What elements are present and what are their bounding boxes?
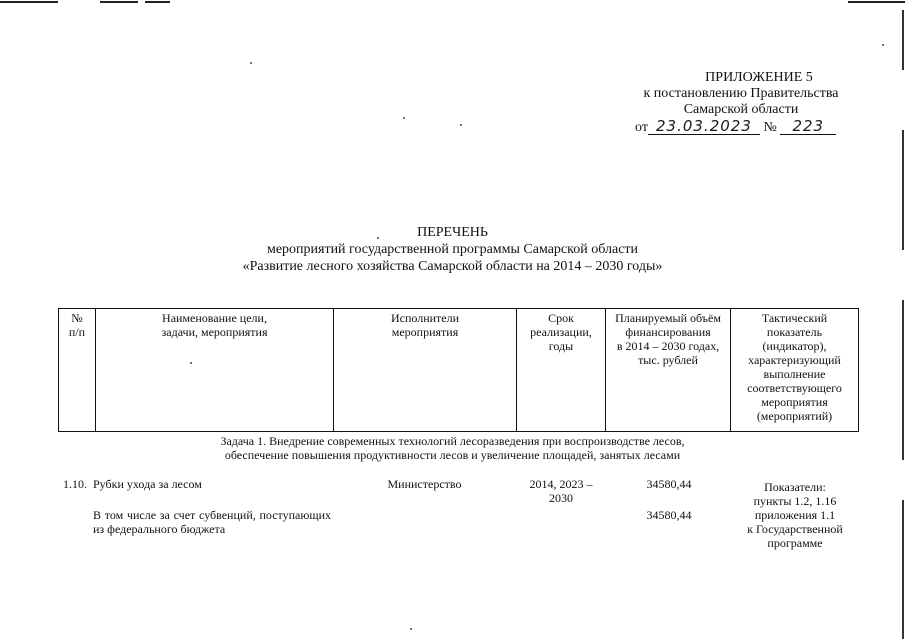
header-text: годы [548,339,574,353]
header-text: в 2014 – 2030 годах, [616,339,720,353]
row-name: Рубки ухода за лесом [93,477,202,491]
annex-header [610,70,872,136]
row-name: В том числе за счет субвенций, поступающих из федерального бюджета [93,508,331,536]
header-text: соответствующего [747,381,842,395]
title-line-1: ПЕРЕЧЕНЬ [417,225,488,240]
annex-line-1: к постановлению Правительства [643,86,839,101]
header-text: Исполнители [390,311,460,325]
handwritten-date: 23.03.2023 [648,119,760,135]
task-line-1: Задача 1. Внедрение современных технологий лесоразведения при воспроизводстве лесов, [220,434,685,448]
header-text: № [71,311,83,325]
scan-speck [410,628,412,630]
annex-line-2: Самарской области [683,102,799,117]
row-term-line: 2014, 2023 – [529,477,593,491]
header-text: (мероприятий) [756,409,833,423]
indicator-line: пункты 1.2, 1.16 [753,494,837,508]
header-text: Наименование цели, [162,311,267,325]
task-heading [0,434,905,462]
measures-table-header [58,308,859,432]
header-cell-executors [334,309,517,432]
handwritten-number: 223 [780,119,836,135]
header-cell-indicator [731,309,859,432]
annex-heading: ПРИЛОЖЕНИЕ 5 [705,70,813,85]
row-indicator [733,480,857,550]
document-title [0,224,905,275]
scan-speck [403,117,405,119]
date-prefix: от [635,120,648,135]
header-text: тыс. рублей [638,353,698,367]
scan-edge-top [0,0,905,4]
header-cell-term [517,309,606,432]
task-line-2: обеспечение повышения продуктивности лесов и увеличение площадей, занятых лесами [224,448,681,462]
title-line-2: мероприятий государственной программы Самарской области [266,242,639,257]
annex-date-line [610,119,872,136]
scan-speck [460,124,462,126]
header-text: реализации, [530,325,592,339]
row-term-line: 2030 [549,491,573,505]
header-text: Срок [548,311,574,325]
header-cell-financing [606,309,731,432]
header-cell-number [59,309,96,432]
indicator-line: Показатели: [764,480,826,494]
header-text: задачи, мероприятия [161,325,268,339]
header-text: финансирования [625,325,711,339]
header-text: мероприятия [391,325,459,339]
scan-speck [882,44,884,46]
header-text: Тактический [761,311,828,325]
header-text: показатель [766,325,823,339]
row-financing: 34580,44 [646,477,692,491]
row-number: 1.10. [63,477,87,491]
row-financing: 34580,44 [646,508,692,522]
indicator-line: приложения 1.1 [754,508,836,522]
row-executor: Министерство [387,477,462,491]
header-text: характеризующий [748,353,841,367]
header-text: мероприятия [761,395,828,409]
header-text: (индикатор), [762,339,827,353]
header-text: выполнение [763,367,826,381]
header-cell-name [96,309,334,432]
scan-speck [250,62,252,64]
number-sign: № [763,120,777,135]
row-term [517,477,605,505]
indicator-line: программе [767,536,823,550]
table-header-row [59,309,859,432]
indicator-line: к Государственной [747,522,843,536]
header-text: Планируемый объём [615,311,721,325]
title-line-3: «Развитие лесного хозяйства Самарской области на 2014 – 2030 годы» [242,259,663,274]
header-text: п/п [68,325,86,339]
